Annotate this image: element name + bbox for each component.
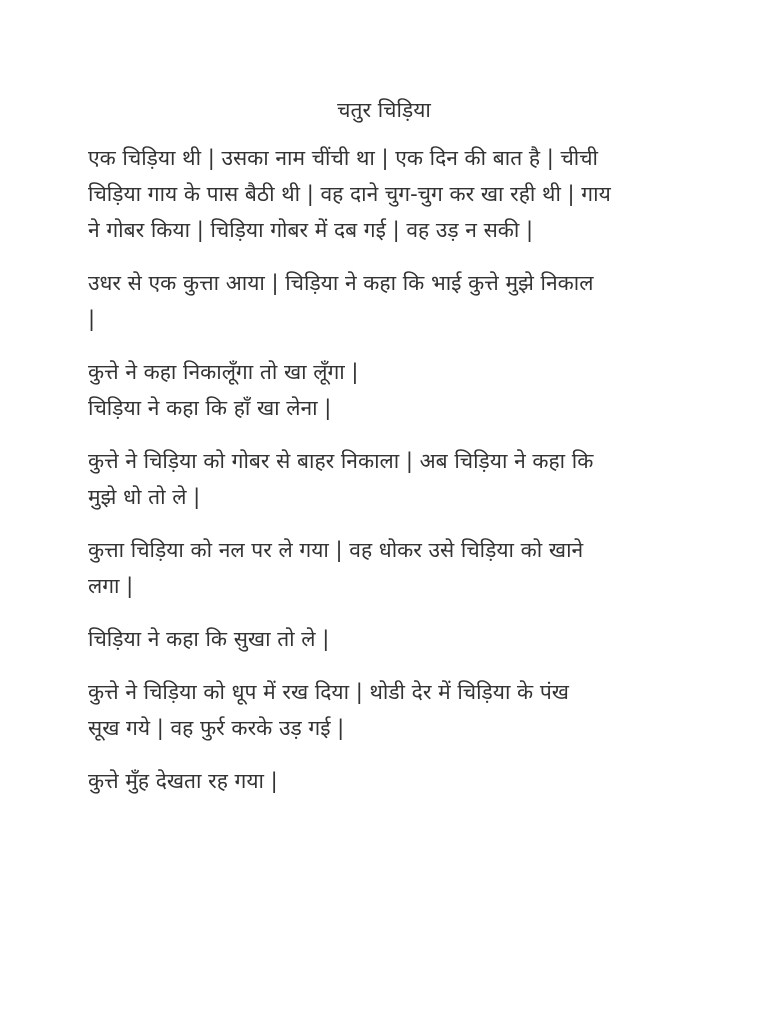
text-line: चिड़िया गाय के पास बैठी थी | वह दाने चुग-चुग कर खा रही थी | गाय [88,182,611,206]
text-line: उधर से एक कुत्ता आया | चिड़िया ने कहा कि भाई कुत्ते मुझे निकाल [88,271,594,295]
text-line: कुत्ता चिड़िया को नल पर ले गया | वह धोकर उसे चिड़िया को खाने [88,538,584,562]
paragraph-6 [88,621,680,657]
text-line: मुझे धो तो ले | [88,485,201,509]
text-line: | [88,307,96,331]
paragraph-3 [88,354,680,426]
text-line: लगा | [88,574,134,598]
text-line: सूख गये | वह फुर्र करके उड़ गई | [88,716,345,740]
text-line: ने गोबर किया | चिड़िया गोबर में दब गई | वह उड़ न सकी | [88,218,534,242]
text-line: कुत्ते ने चिड़िया को धूप में रख दिया | थोडी देर में चिड़िया के पंख [88,680,569,704]
text-line: कुत्ते ने चिड़िया को गोबर से बाहर निकाला | अब चिड़िया ने कहा कि [88,449,594,473]
paragraph-7 [88,674,680,746]
paragraph-8 [88,763,680,799]
text-line: कुत्ते ने कहा निकालूँगा तो खा लूँगा | [88,360,359,384]
text-line: चिड़िया ने कहा कि हाँ खा लेना | [88,396,332,420]
paragraph-2 [88,265,680,337]
text-line: कुत्ते मुँह देखता रह गया | [88,769,278,793]
story-title: चतुर चिड़िया [337,98,431,122]
paragraph-5 [88,532,680,604]
paragraph-1 [88,140,680,248]
text-line: चिड़िया ने कहा कि सुखा तो ले | [88,627,330,651]
text-line: एक चिड़िया थी | उसका नाम चींची था | एक दिन की बात है | चीची [88,146,599,170]
paragraph-4 [88,443,680,515]
